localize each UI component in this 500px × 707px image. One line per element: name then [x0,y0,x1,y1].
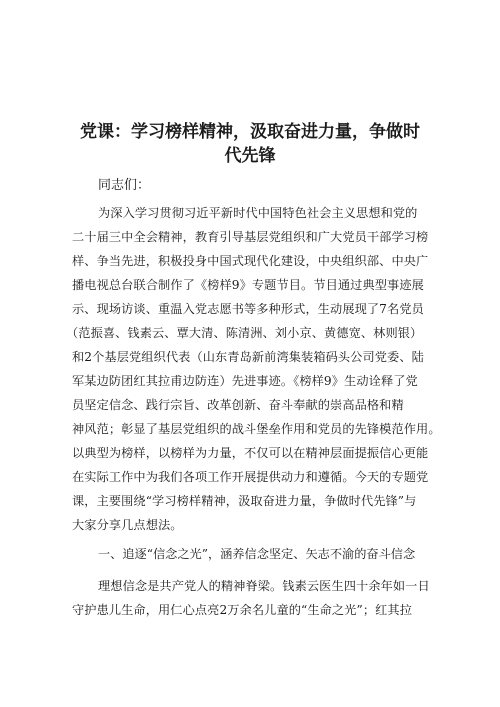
paragraph-line: 和2个基层党组织代表（山东青岛新前湾集装箱码头公司党委、陆 [72,350,424,364]
paragraph-line: 播电视总台联合制作了《榜样9》专题节目。节目通过典型事迹展 [72,278,424,292]
paragraph-line: 示、现场访谈、重温入党志愿书等多种形式，生动展现了7名党员 [72,302,424,316]
paragraph-line: 理想信念是共产党人的精神脊梁。钱素云医生四十余年如一日 [98,579,430,593]
salutation: 同志们： [98,178,151,193]
paragraph-line: 员坚定信念、践行宗旨、改革创新、奋斗奉献的崇高品格和精 [72,398,404,412]
paragraph-line: 在实际工作中为我们各项工作开展提供动力和遵循。今天的专题党 [72,470,429,484]
paragraph-line: 二十届三中全会精神，教育引导基层党组织和广大党员干部学习榜 [72,230,429,244]
paragraph-line: 守护患儿生命，用仁心点亮2万余名儿童的“生命之光”；红其拉 [72,603,412,617]
paragraph-line: 大家分享几点想法。 [72,518,183,532]
paragraph-line: 神风范；彰显了基层党组织的战斗堡垒作用和党员的先锋模范作用。 [72,422,441,436]
paragraph-line: （范振喜、钱素云、覃大清、陈清洲、刘小京、黄德宽、林则银） [66,326,423,340]
paragraph-line: 样、争当先进，积极投身中国式现代化建设，中央组织部、中央广 [72,254,429,268]
paragraph-line: 以典型为榜样，以榜样为力量，不仅可以在精神层面提振信心更能 [72,446,429,460]
document-title [40,120,460,168]
section-heading-1: 一、追逐“信念之光”，涵养信念坚定、矢志不渝的奋斗信念 [98,547,416,561]
title-line-2: 代先锋 [224,146,276,166]
paragraph-line: 军某边防团红其拉甫边防连）先进事迹。《榜样9》生动诠释了党 [72,374,418,388]
paragraph-line: 课，主要围绕“学习榜样精神，汲取奋进力量，争做时代先锋”与 [72,494,417,508]
title-line-1: 党课：学习榜样精神，汲取奋进力量，争做时 [80,122,420,142]
paragraph-line: 为深入学习贯彻习近平新时代中国特色社会主义思想和党的 [98,206,418,220]
